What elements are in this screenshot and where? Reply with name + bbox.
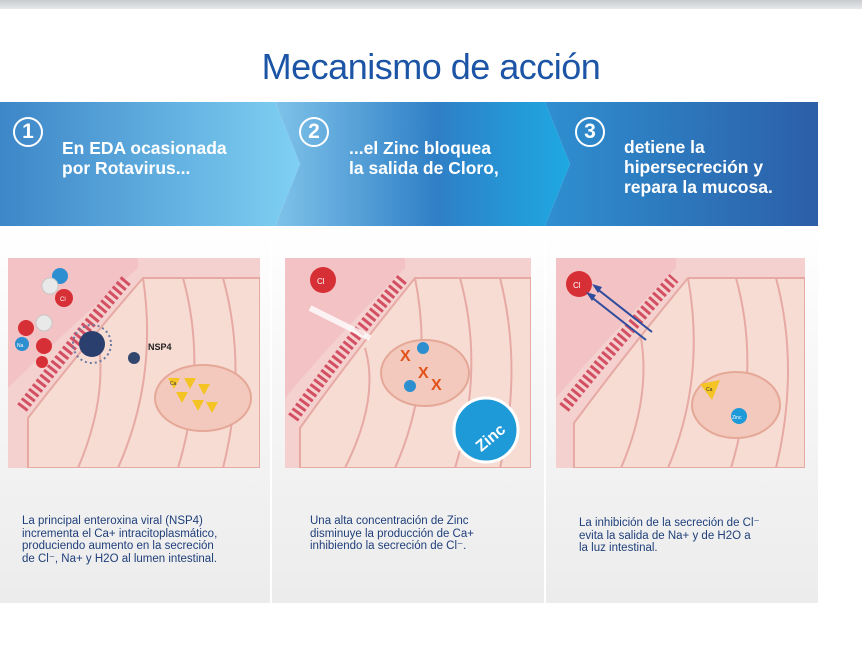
svg-text:Cl: Cl — [317, 277, 325, 286]
svg-text:Cl: Cl — [60, 297, 66, 303]
step-1-caption: La principal enteroxina viral (NSP4) incrementa el Ca+ intracitoplasmático, produciendo aumento en la secreción de Cl⁻, Na+ y H2O al lumen intestinal. — [22, 515, 218, 565]
illustration-step-3 — [556, 258, 805, 468]
svg-text:X: X — [418, 365, 429, 382]
svg-text:Ca: Ca — [170, 381, 177, 387]
nsp4-icon — [128, 352, 140, 364]
svg-text:Ca: Ca — [706, 387, 713, 393]
page-title: Mecanismo de acción — [261, 46, 601, 87]
illustration-step-2 — [285, 258, 531, 468]
step-3-banner-text: detiene la hipersecreción y repara la mucosa. — [624, 137, 773, 197]
illustration-step-1 — [8, 258, 260, 468]
svg-text:X: X — [431, 377, 442, 394]
step-3-number: 3 — [575, 117, 605, 147]
step-2-number: 2 — [299, 117, 329, 147]
svg-text:Zinc: Zinc — [732, 415, 742, 421]
step-2-caption: Una alta concentración de Zinc disminuye la producción de Ca+ inhibiendo la secreción de Cl⁻. — [310, 515, 474, 553]
svg-text:Cl: Cl — [573, 281, 581, 290]
step-3-caption: La inhibición de la secreción de Cl⁻ evita la salida de Na+ y de H2O a la luz intestinal. — [579, 517, 760, 555]
svg-text:Zinc: Zinc — [472, 421, 509, 456]
svg-text:X: X — [400, 348, 411, 365]
step-2-banner-text: ...el Zinc bloquea la salida de Cloro, — [349, 138, 499, 178]
nsp4-label: NSP4 — [148, 342, 172, 352]
svg-text:Na: Na — [17, 343, 24, 349]
step-1-banner-text: En EDA ocasionada por Rotavirus... — [62, 138, 227, 178]
zinc-icon — [454, 398, 518, 462]
step-1-number: 1 — [13, 117, 43, 147]
top-gradient-bar — [0, 0, 862, 9]
